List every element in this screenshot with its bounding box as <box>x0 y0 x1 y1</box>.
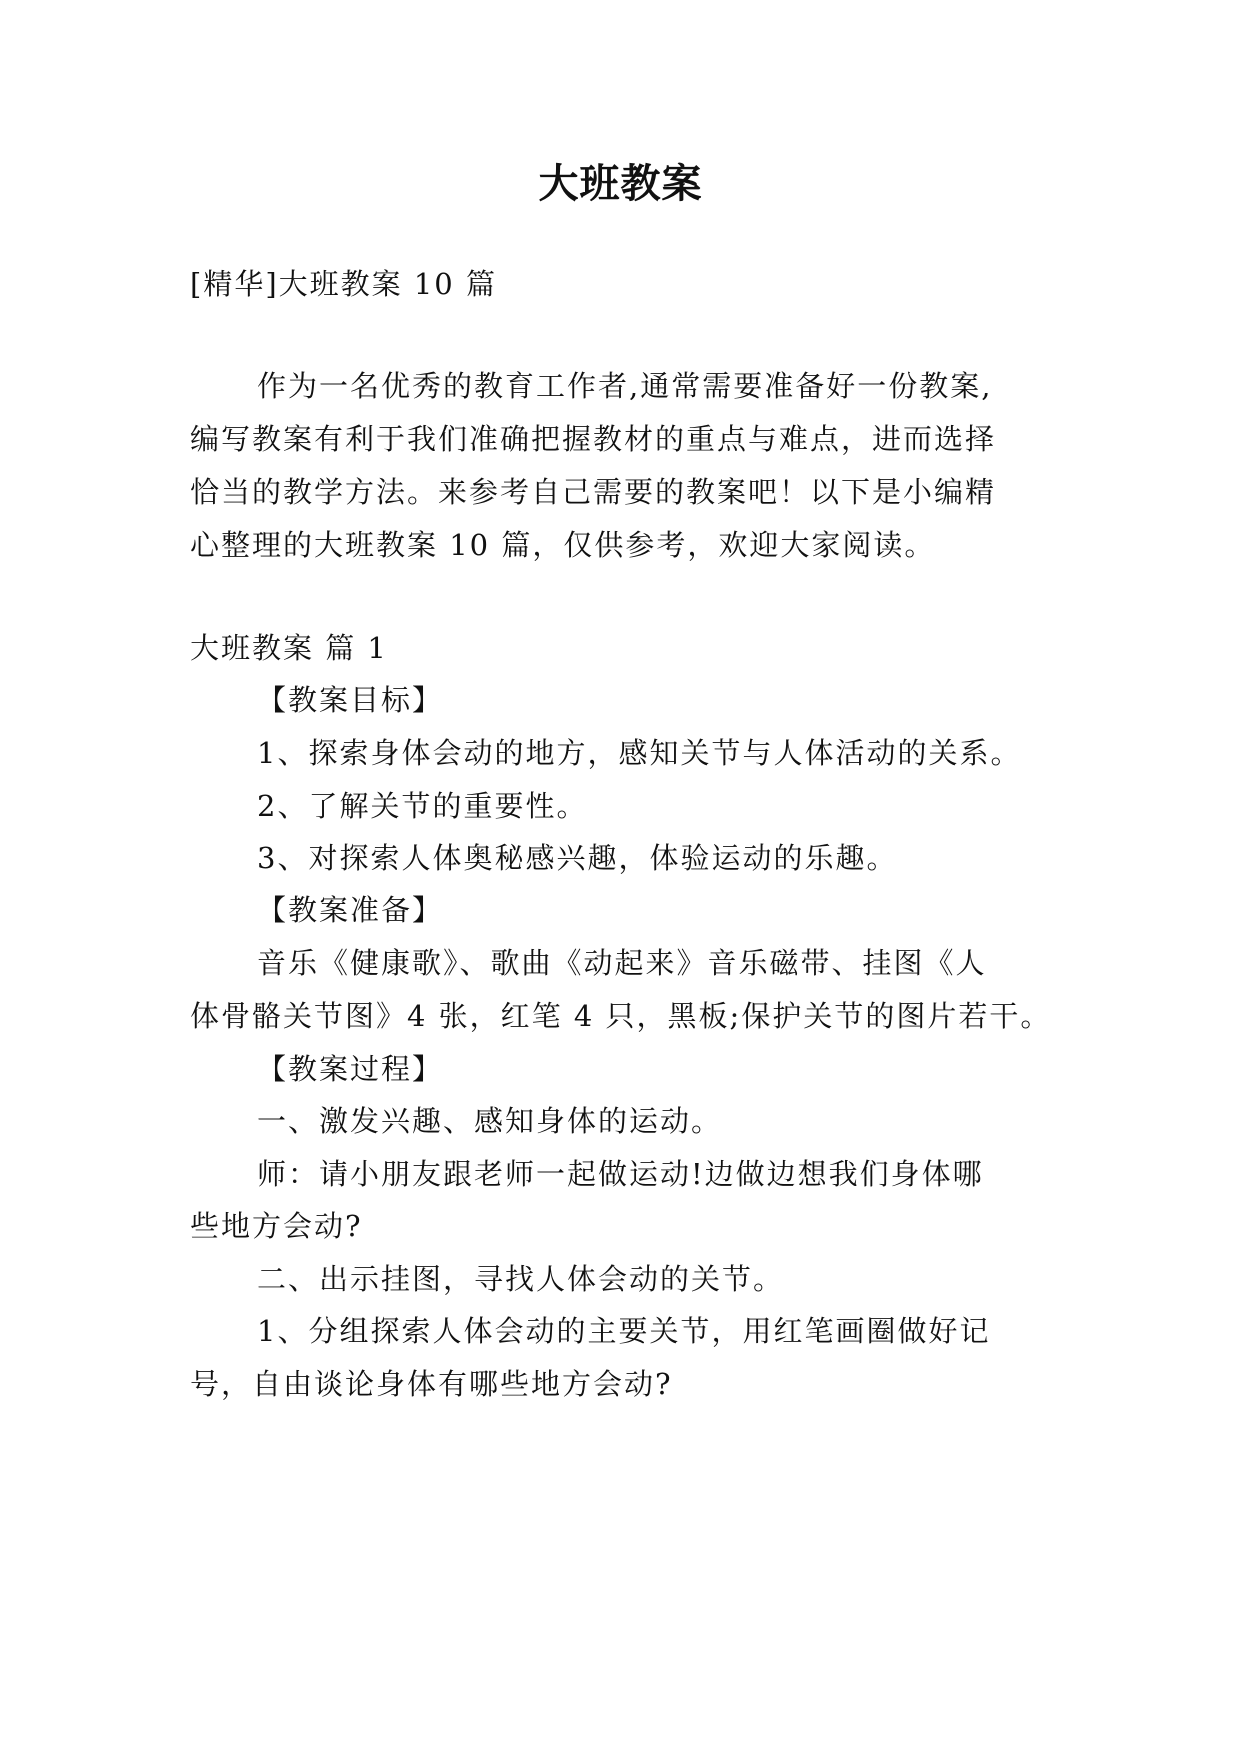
body-line: 3、对探索人体奥秘感兴趣，体验运动的乐趣。 <box>257 841 898 875</box>
body-line: 1、分组探索人体会动的主要关节，用红笔画圈做好记 <box>257 1314 991 1348</box>
body-line: 音乐《健康歌》、歌曲《动起来》音乐磁带、挂图《人 <box>257 946 987 980</box>
body-line: 二、出示挂图，寻找人体会动的关节。 <box>257 1262 785 1296</box>
body-line: 师：请小朋友跟老师一起做运动!边做边想我们身体哪 <box>257 1157 984 1191</box>
sub-heading: 【教案过程】 <box>257 1052 444 1086</box>
sub-heading: 【教案目标】 <box>257 683 444 717</box>
section-heading: 大班教案 篇 1 <box>190 631 388 665</box>
intro-line: 心整理的大班教案 10 篇，仅供参考，欢迎大家阅读。 <box>190 528 936 562</box>
document-subtitle: [精华]大班教案 10 篇 <box>190 267 497 301</box>
intro-line: 编写教案有利于我们准确把握教材的重点与难点，进而选择 <box>190 422 997 456</box>
sub-heading: 【教案准备】 <box>257 893 444 927</box>
intro-line: 作为一名优秀的教育工作者,通常需要准备好一份教案, <box>257 369 993 403</box>
document-title: 大班教案 <box>538 161 703 207</box>
body-line: 体骨骼关节图》4 张，红笔 4 只，黑板;保护关节的图片若干。 <box>190 999 1052 1033</box>
body-line: 号，自由谈论身体有哪些地方会动? <box>190 1367 673 1401</box>
body-line: 些地方会动? <box>190 1209 363 1243</box>
intro-line: 恰当的教学方法。来参考自己需要的教案吧！以下是小编精 <box>190 475 997 509</box>
body-line: 2、了解关节的重要性。 <box>257 789 588 823</box>
body-line: 一、激发兴趣、感知身体的运动。 <box>257 1104 723 1138</box>
body-line: 1、探索身体会动的地方，感知关节与人体活动的关系。 <box>257 736 1022 770</box>
